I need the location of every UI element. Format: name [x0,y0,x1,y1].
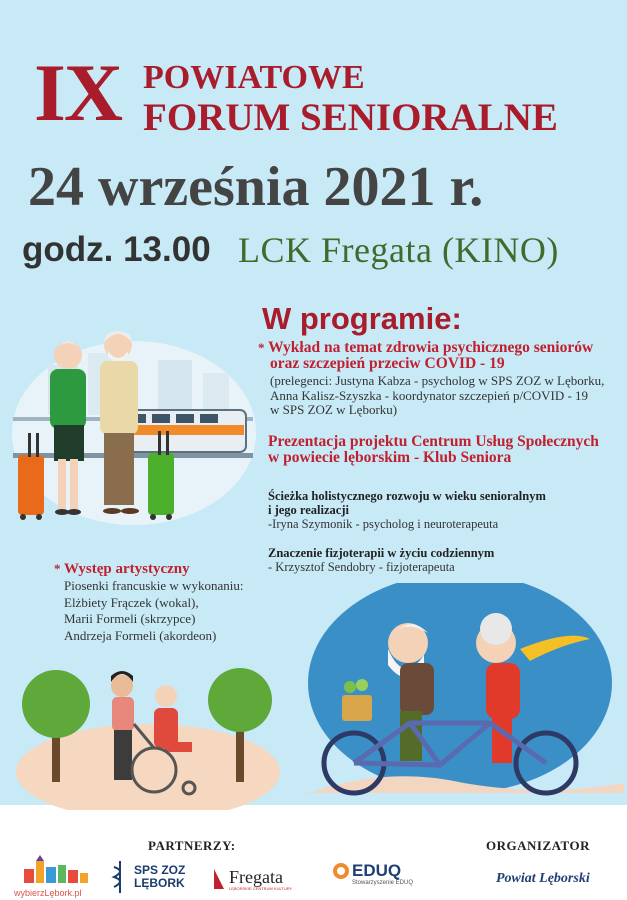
edition-number: IX [34,47,122,138]
performance-title [54,561,190,577]
program-item-2-title-line-2: w powiecie lęborskim - Klub Seniora [268,449,512,466]
tandem-bike-illustration [300,583,627,805]
event-place: LCK Fregata (KINO) [238,230,559,270]
program-item-2 [268,434,626,466]
program-item-4-title: Znaczenie fizjoterapii w życiu codziennym [268,546,495,560]
town-skyline-icon [14,855,98,883]
program-item-3 [268,489,626,531]
powiat-leborski-text: Powiat Lęborski [496,871,590,886]
event-time: godz. 13.00 [22,230,211,269]
sps-zoz-text: SPS ZOZ [134,863,186,877]
program-item-1-line-3: w SPS ZOZ w Lęborku) [270,402,398,417]
program-item-1-line-1: (prelegenci: Justyna Kabza - psycholog w SPS ZOZ w Lęborku, [270,373,605,388]
program-item-3-line: -Iryna Szymonik - psycholog i neuroterapeuta [268,517,499,531]
program-item-3-title-line-2: i jego realizacji [268,503,349,517]
asterisk-icon: * [54,561,61,576]
sps-lebork-text: LĘBORK [134,876,185,890]
eduq-text: EDUQ [352,861,402,880]
program-item-1-title [258,340,626,356]
title-line-2: FORUM SENIORALNE [143,96,558,139]
program-heading: W programie: [262,301,462,336]
asterisk-icon: * [258,340,265,355]
program-item-1 [258,340,626,418]
caduceus-icon [110,859,130,895]
performance-lines [64,578,243,644]
fregata-subtitle: LĘBORSKIE CENTRUM KULTURY [229,885,293,891]
fregata-text: Fregata [229,866,283,887]
program-item-1-line-2: Anna Kalisz-Szyszka - koordynator szczepień p/COVID - 19 [270,387,589,403]
wybierz-lebork-logo [14,855,98,897]
performance-line-4: Andrzeja Formeli (akordeon) [64,627,217,643]
program-item-1-title-line-2: oraz szczepień przeciw COVID - 19 [270,355,505,372]
program-item-3-title-line-1: Ścieżka holistycznego rozwoju w wieku senioralnym [268,489,546,503]
eduq-subtitle: Stowarzyszenie EDUQ [352,880,414,886]
program-item-1-title-line-1: Wykład na temat zdrowia psychicznego seniorów [268,339,594,356]
event-date: 24 września 2021 r. [28,156,484,218]
program-item-4 [268,546,626,574]
title-line-1: POWIATOWE [143,59,365,96]
program-item-2-title-line-1: Prezentacja projektu Centrum Usług Społecznych [268,433,599,450]
partners-label: PARTNERZY: [148,838,236,853]
wybierz-lebork-text: wybierzLębork.pl [14,888,82,898]
performance-line-3: Marii Formeli (skrzypce) [64,611,196,626]
fregata-logo [212,864,312,894]
travel-seniors-illustration [8,325,260,530]
performance-line-1: Piosenki francuskie w wykonaniu: [64,578,244,593]
eduq-circle-icon [332,862,350,880]
powiat-leborski-logo [496,862,624,896]
performance-title-text: Występ artystyczny [63,561,190,577]
sps-zoz-logo [110,858,190,896]
park-wheelchair-illustration [14,652,282,810]
performance-line-2: Elżbiety Frączek (wokal), [64,594,199,610]
sail-icon [212,867,226,891]
eduq-logo [332,862,432,896]
program-item-4-line: - Krzysztof Sendobry - fizjoterapeuta [268,560,455,574]
organizer-label: ORGANIZATOR [486,838,590,853]
